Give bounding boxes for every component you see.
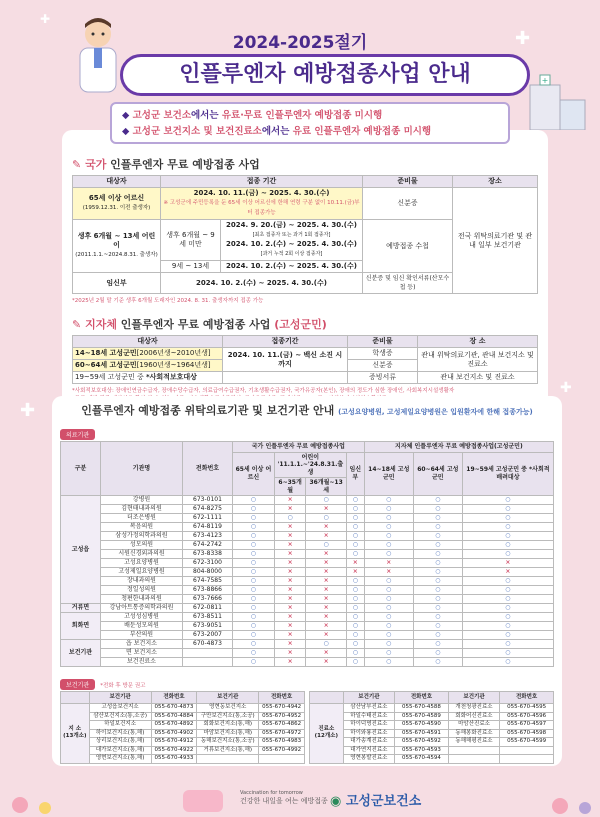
available-mark: ○ (346, 532, 364, 541)
available-mark: ○ (346, 586, 364, 595)
available-mark: ○ (364, 550, 413, 559)
unavailable-mark: × (306, 550, 347, 559)
unavailable-mark: × (274, 496, 305, 505)
institution-name: 하이덕명진료소 (343, 721, 394, 730)
table-row (61, 649, 554, 658)
facility-name: 강남아트통증의학과의원 (101, 604, 183, 613)
available-mark: ○ (233, 595, 275, 604)
plus-decoration-icon: ✚ (20, 400, 36, 421)
institution-phone (259, 755, 305, 764)
unavailable-mark: × (306, 505, 347, 514)
unavailable-mark: × (274, 595, 305, 604)
institution-name: 개천청광진료소 (448, 704, 499, 713)
available-mark: ○ (364, 514, 413, 523)
institution-phone: 055-670-4590 (395, 721, 449, 730)
local-section-title: ✎ 지자체 인플루엔자 무료 예방접종 사업 (고성군민) (72, 318, 327, 331)
available-mark: ○ (364, 586, 413, 595)
facility-phone: 673-8338 (183, 550, 233, 559)
available-mark: ○ (413, 541, 462, 550)
facility-phone: 673-4123 (183, 532, 233, 541)
hospital-building-illustration (520, 70, 590, 130)
available-mark: ○ (346, 505, 364, 514)
available-mark: ○ (413, 568, 462, 577)
unavailable-mark: × (306, 595, 347, 604)
available-mark: ○ (413, 523, 462, 532)
available-mark: ○ (413, 640, 462, 649)
table-row (61, 505, 554, 514)
unavailable-mark: × (462, 559, 553, 568)
available-mark: ○ (346, 514, 364, 523)
table-row (61, 755, 305, 764)
unavailable-mark: × (364, 559, 413, 568)
table-row (61, 577, 554, 586)
available-mark: ○ (233, 649, 275, 658)
facility-phone: 674-8275 (183, 505, 233, 514)
facility-name: 청편한내과의원 (101, 595, 183, 604)
available-mark: ○ (413, 586, 462, 595)
unavailable-mark: × (306, 658, 347, 667)
available-mark: ○ (233, 577, 275, 586)
unavailable-mark: × (274, 613, 305, 622)
facility-phone: 673-8511 (183, 613, 233, 622)
table-row (310, 712, 554, 721)
institution-name: 고성읍보건지소 (89, 704, 151, 713)
unavailable-mark: × (306, 559, 347, 568)
facility-phone: 673-9051 (183, 622, 233, 631)
unavailable-mark: × (274, 649, 305, 658)
institution-name: 회화어신진료소 (448, 712, 499, 721)
available-mark: ○ (233, 541, 275, 550)
table-row (61, 613, 554, 622)
institution-name (448, 755, 499, 764)
target-children: 생후 6개월 ~ 13세 어린이 (2011.1.1.~2024.8.31. 출생자) (73, 220, 161, 273)
institution-name: 대가송계진료소 (343, 738, 394, 747)
facility-phone: 673-8866 (183, 586, 233, 595)
institution-name: 대가연지진료소 (343, 746, 394, 755)
table-row (61, 496, 554, 505)
available-mark: ○ (364, 649, 413, 658)
available-mark: ○ (364, 658, 413, 667)
available-mark: ○ (413, 622, 462, 631)
available-mark: ○ (462, 658, 553, 667)
facility-name: 김현태내과의원 (101, 505, 183, 514)
available-mark: ○ (233, 514, 275, 523)
unavailable-mark: × (306, 631, 347, 640)
facility-name: 읍 보건지소 (101, 640, 183, 649)
institution-name: 상리보건지소(통,해) (89, 738, 151, 747)
institution-phone: 055-670-4593 (395, 746, 449, 755)
institution-name: 삼산남부진료소 (343, 704, 394, 713)
syringe-icon: ✎ (72, 318, 82, 331)
available-mark: ○ (233, 505, 275, 514)
medical-tag: 의료기관 (60, 429, 95, 440)
table-row (61, 721, 305, 730)
facility-phone: 673-7666 (183, 595, 233, 604)
available-mark: ○ (233, 622, 275, 631)
institution-phone: 055-670-4952 (259, 712, 305, 721)
syringe-icon: ✎ (72, 158, 82, 171)
table-row (61, 604, 554, 613)
facility-name: 강병원 (101, 496, 183, 505)
available-mark: ○ (462, 649, 553, 658)
available-mark: ○ (346, 577, 364, 586)
unavailable-mark: × (274, 640, 305, 649)
available-mark: ○ (462, 604, 553, 613)
available-mark: ○ (346, 631, 364, 640)
available-mark: ○ (462, 577, 553, 586)
table-row (61, 729, 305, 738)
institution-phone (500, 746, 554, 755)
medical-facilities-table: 구분 기관명 전화번호 국가 인플루엔자 무료 예방접종사업 지자체 인플루엔자 무료 예방접종사업(고성군민) 65세 이상 어르신 어린이 '11.1.1.~'24.8.31.출생 임신부 14~18세 고성군민 60~64세 고성군민 19~59세 고성군민 중 *사회적배려대상 6~35개월 36개월~13세 고성읍 강병원 673-0101 ○ × ○ ○ ○ ○ ○ 김현태내과의원 674-8275 ○ × × ○ ○ ○ ○ 더조은병원 672-1111 ○ ○ ○ ○ ○ ○ ○ 복음의원 674-8119 ○ × × ○ ○ ○ ○ 삼성가정의학과의원 673-4123 ○ × × ○ ○ ○ ○ 성모의원 674-2742 ○ × ○ ○ ○ ○ ○ 시원신경외과의원 673-8338 ○ × × ○ ○ ○ ○ 고성요양병원 672-3100 ○ × × × × ○ × 고성제일요양병원 804-8000 ○ × × × × ○ × 장내과의원 674-7585 ○ × × ○ ○ ○ ○ 정일성의원 673-8866 ○ × × ○ ○ ○ ○ 청편한내과의원 673-7666 ○ × × ○ ○ ○ ○ 거류면 강남아트통증의학과의원 672-0811 ○ × × ○ ○ ○ ○ 회화면 고성성심병원 673-8511 ○ × × ○ ○ ○ ○ 배둔성모의원 673-9051 ○ × × ○ ○ ○ ○ 부산의원 673-2007 ○ × × ○ ○ ○ ○ 보건기관 읍 보건지소 670-4873 ○ × ○ ○ ○ ○ ○ 면 보건지소 ○ × × ○ ○ ○ ○ 보건진료소 ○ × × ○ ○ ○ ○ (60, 441, 554, 667)
institution-name: 거류보건지소(통,해) (197, 746, 259, 755)
county-logo-icon: ◉ (330, 794, 342, 809)
available-mark: ○ (233, 640, 275, 649)
page-title: 인플루엔자 예방접종사업 안내 (120, 54, 530, 96)
available-mark: ○ (233, 586, 275, 595)
unavailable-mark: × (274, 577, 305, 586)
facility-name: 고성제일요양병원 (101, 568, 183, 577)
facility-name: 보건진료소 (101, 658, 183, 667)
available-mark: ○ (233, 568, 275, 577)
available-mark: ○ (413, 658, 462, 667)
plus-decoration-icon: ✚ (40, 12, 51, 26)
institution-name (448, 746, 499, 755)
table-row (61, 586, 554, 595)
institution-phone: 055-670-4591 (395, 729, 449, 738)
available-mark: ○ (233, 532, 275, 541)
institution-phone: 055-670-4592 (395, 738, 449, 747)
facility-name: 삼성가정의학과의원 (101, 532, 183, 541)
institution-name: 회화보건지소(통,해) (197, 721, 259, 730)
facility-phone (183, 649, 233, 658)
facility-phone: 670-4873 (183, 640, 233, 649)
unavailable-mark: × (274, 622, 305, 631)
available-mark: ○ (346, 523, 364, 532)
institution-name: 하일수태진료소 (343, 712, 394, 721)
available-mark: ○ (413, 559, 462, 568)
available-mark: ○ (462, 631, 553, 640)
table-row (61, 746, 305, 755)
unavailable-mark: × (274, 559, 305, 568)
available-mark: ○ (233, 613, 275, 622)
available-mark: ○ (233, 604, 275, 613)
region-cell: 보건기관 (61, 640, 101, 667)
institution-phone: 055-670-4596 (500, 712, 554, 721)
region-cell: 거류면 (61, 604, 101, 613)
unavailable-mark: × (306, 532, 347, 541)
notice-box: ◆ 고성군 보건소에서는 유료·무료 인플루엔자 예방접종 미시행 ◆ 고성군 보건지소 및 보건진료소에서는 유료 인플루엔자 예방접종 미시행 (110, 102, 510, 144)
institution-name: 구만보건지소(통,소공) (197, 712, 259, 721)
institution-name: 하이보건지소(통,해) (89, 729, 151, 738)
institution-phone: 055-670-4902 (151, 729, 197, 738)
table-row (310, 721, 554, 730)
institution-phone: 055-670-4892 (151, 721, 197, 730)
facility-phone: 804-8000 (183, 568, 233, 577)
available-mark: ○ (364, 622, 413, 631)
available-mark: ○ (462, 496, 553, 505)
available-mark: ○ (364, 613, 413, 622)
unavailable-mark: × (274, 631, 305, 640)
institution-phone: 055-670-4983 (259, 738, 305, 747)
local-footnote-1: *사회적보호대상: 장애인연금수급자, 장애수당수급자, 의료급여수급권자, 기초생활수급권자, 국가유공자(본인), 장애의 정도가 심한 장애인, 사회복지시설생활자 (72, 388, 455, 394)
institution-name: 영현동보건지소 (197, 704, 259, 713)
unavailable-mark: × (306, 613, 347, 622)
table-row (61, 631, 554, 640)
footer-slogan: Vaccination for tomorrow 건강한 내일을 여는 예방접종 (240, 790, 328, 805)
unavailable-mark: × (364, 568, 413, 577)
available-mark: ○ (306, 496, 347, 505)
institution-phone: 055-670-4873 (151, 704, 197, 713)
facility-phone: 672-3100 (183, 559, 233, 568)
available-mark: ○ (346, 550, 364, 559)
facilities-title: 인플루엔자 예방접종 위탁의료기관 및 보건기관 안내 (고성요양병원, 고성제일요양병원은 입원환자에 한해 접종가능) (81, 404, 533, 417)
available-mark: ○ (462, 595, 553, 604)
unavailable-mark: × (274, 604, 305, 613)
available-mark: ○ (413, 550, 462, 559)
available-mark: ○ (233, 523, 275, 532)
table-row (310, 755, 554, 764)
facility-name: 배둔성모의원 (101, 622, 183, 631)
facility-phone: 674-2742 (183, 541, 233, 550)
unavailable-mark: × (306, 604, 347, 613)
unavailable-mark: × (274, 550, 305, 559)
institution-phone: 055-670-4595 (500, 704, 554, 713)
health-note: *전화 후 방문 권고 (100, 683, 146, 689)
available-mark: ○ (462, 514, 553, 523)
available-mark: ○ (364, 577, 413, 586)
available-mark: ○ (346, 649, 364, 658)
plus-decoration-icon: ✚ (515, 28, 531, 49)
institution-phone: 055-670-4912 (151, 738, 197, 747)
table-row (61, 640, 554, 649)
available-mark: ○ (413, 649, 462, 658)
available-mark: ○ (462, 505, 553, 514)
unavailable-mark: × (274, 532, 305, 541)
available-mark: ○ (413, 595, 462, 604)
facility-name: 시원신경외과의원 (101, 550, 183, 559)
institution-phone: 055-670-4588 (395, 704, 449, 713)
institution-phone: 055-670-4884 (151, 712, 197, 721)
available-mark: ○ (274, 514, 305, 523)
available-mark: ○ (364, 496, 413, 505)
facility-phone: 674-7585 (183, 577, 233, 586)
facility-name: 정일성의원 (101, 586, 183, 595)
table-row (61, 568, 554, 577)
available-mark: ○ (346, 658, 364, 667)
available-mark: ○ (233, 658, 275, 667)
facility-phone: 673-0101 (183, 496, 233, 505)
available-mark: ○ (413, 505, 462, 514)
available-mark: ○ (346, 541, 364, 550)
institution-name: 대가보건지소(통,해) (89, 746, 151, 755)
facility-name: 면 보건지소 (101, 649, 183, 658)
category-cell: 지 소 (13개소) (61, 704, 90, 764)
unavailable-mark: × (274, 505, 305, 514)
unavailable-mark: × (306, 568, 347, 577)
unavailable-mark: × (306, 622, 347, 631)
available-mark: ○ (346, 613, 364, 622)
available-mark: ○ (306, 541, 347, 550)
table-row (61, 559, 554, 568)
table-row (61, 738, 305, 747)
available-mark: ○ (346, 640, 364, 649)
unavailable-mark: × (346, 559, 364, 568)
facility-name: 성모의원 (101, 541, 183, 550)
table-row (310, 746, 554, 755)
unavailable-mark: × (274, 541, 305, 550)
institution-name (197, 755, 259, 764)
institution-name: 영현봉발진료소 (343, 755, 394, 764)
svg-text:+: + (541, 76, 549, 85)
available-mark: ○ (364, 595, 413, 604)
available-mark: ○ (364, 604, 413, 613)
doctor-illustration (70, 14, 126, 94)
available-mark: ○ (462, 622, 553, 631)
table-row (61, 658, 554, 667)
table-row (61, 595, 554, 604)
table-row (310, 738, 554, 747)
flower-decoration (0, 770, 600, 817)
institution-phone: 055-670-4992 (259, 746, 305, 755)
unavailable-mark: × (274, 523, 305, 532)
available-mark: ○ (413, 604, 462, 613)
institution-phone: 055-670-4599 (500, 738, 554, 747)
institution-name: 삼산보건지소(통,소공) (89, 712, 151, 721)
institution-name: 하일보건지소 (89, 721, 151, 730)
institution-phone: 055-670-4942 (259, 704, 305, 713)
table-row (61, 541, 554, 550)
unavailable-mark: × (274, 568, 305, 577)
target-pregnant: 임신부 (73, 273, 161, 294)
facility-name: 장내과의원 (101, 577, 183, 586)
institution-phone: 055-670-4972 (259, 729, 305, 738)
institution-phone: 055-670-4594 (395, 755, 449, 764)
season-year: 2024-2025절기 (232, 33, 368, 53)
category-cell: 진료소 (12개소) (310, 704, 344, 764)
national-section-title: ✎ 국가 인플루엔자 무료 예방접종 사업 (72, 158, 260, 171)
clinic-table: 보건기관 전화번호 보건기관 전화번호 진료소 (12개소) 삼산남부진료소 055-670-4588 개천청광진료소 055-670-4595 하일수태진료소 055-670-4589 회화어신진료소 055-670-4596 하이덕명진료소 055-670-4590 마암산진료소 055-670-4597 하이와룡진료소 055-670-4591 동해봉화진료소 055-670-4598 대가송계진료소 055-670-4592 동해해평진료소 055-670-4599 대가연지진료소 055-670-4593 영현봉발진료소 055-670-4594 (309, 691, 554, 764)
institution-name: 동해봉화진료소 (448, 729, 499, 738)
facility-name: 고성성심병원 (101, 613, 183, 622)
institution-phone: 055-670-4933 (151, 755, 197, 764)
available-mark: ○ (462, 550, 553, 559)
available-mark: ○ (462, 532, 553, 541)
available-mark: ○ (413, 631, 462, 640)
available-mark: ○ (346, 622, 364, 631)
available-mark: ○ (364, 532, 413, 541)
institution-phone: 055-670-4598 (500, 729, 554, 738)
table-row (61, 712, 305, 721)
institution-name: 영현보건지소(통,해) (89, 755, 151, 764)
table-row (61, 622, 554, 631)
plus-decoration-icon: ✚ (560, 380, 572, 396)
available-mark: ○ (364, 640, 413, 649)
unavailable-mark: × (462, 568, 553, 577)
local-table: 대상자 접종기간 준비물 장 소 14~18세 고성군민[2006년생~2010년생] 2024. 10. 11.(금) ~ 백신 소진 시까지 학생증 관내 위탁의료기관, 관내 보건지소 및 진료소 60~64세 고성군민[1960년생~1964년생] 신분증 19~59세 고성군민 중 *사회적보호대상 증빙서류 관내 보건지소 및 진료소 (72, 335, 538, 384)
national-footnote: *2025년 2월 말 기준 생후 6개월 도래자인 2024. 8. 31. 출생자까지 접종 가능 (72, 298, 264, 304)
available-mark: ○ (413, 613, 462, 622)
region-cell: 회화면 (61, 613, 101, 640)
available-mark: ○ (462, 523, 553, 532)
available-mark: ○ (364, 505, 413, 514)
available-mark: ○ (346, 604, 364, 613)
table-row (61, 532, 554, 541)
institution-name: 마암보건지소(통,해) (197, 729, 259, 738)
region-cell: 고성읍 (61, 496, 101, 604)
institution-phone: 055-670-4922 (151, 746, 197, 755)
available-mark: ○ (346, 496, 364, 505)
institution-name: 하이와룡진료소 (343, 729, 394, 738)
available-mark: ○ (413, 577, 462, 586)
table-row (310, 704, 554, 713)
institution-name: 마암산진료소 (448, 721, 499, 730)
facility-name: 더조은병원 (101, 514, 183, 523)
unavailable-mark: × (306, 577, 347, 586)
national-table: 대상자 접종 기간 준비물 장소 65세 이상 어르신 (1959.12.31. 이전 출생자) 2024. 10. 11.(금) ~ 2025. 4. 30.(수) ※ 고성군에 주민등록을 둔 65세 이상 어르신에 한해 연령 구분 없이 10.11.(금)부터 접종가능 신분증 전국 위탁의료기관 및 관내 일부 보건기관 생후 6개월 ~ 13세 어린이 (2011.1.1.~2024.8.31. 출생자) 생후 6개월 ~ 9세 미만 2024. 9. 20.(금) ~ 2025. 4. 30.(수) [최초 접종자 또는 과거 1회 접종자] 2024. 10. 2.(수) ~ 2025. 4. 30.(수) [과거 누적 2회 이상 접종자] 예방접종 수첩 9세 ~ 13세 2024. 10. 2.(수) ~ 2025. 4. 30.(수) 임신부 2024. 10. 2.(수) ~ 2025. 4. 30.(수) 신분증 및 임신 확인서류(산모수첩 등) (72, 175, 538, 294)
footer-org-logo: ◉ 고성군보건소 (330, 794, 422, 809)
institution-phone: 055-670-4589 (395, 712, 449, 721)
available-mark: ○ (413, 532, 462, 541)
available-mark: ○ (462, 613, 553, 622)
target-seniors: 65세 이상 어르신 (1959.12.31. 이전 출생자) (73, 188, 161, 220)
unavailable-mark: × (274, 658, 305, 667)
available-mark: ○ (364, 631, 413, 640)
available-mark: ○ (462, 586, 553, 595)
unavailable-mark: × (274, 586, 305, 595)
table-row (61, 523, 554, 532)
unavailable-mark: × (306, 649, 347, 658)
available-mark: ○ (462, 640, 553, 649)
health-tag: 보건기관 (60, 679, 95, 690)
institution-name: 동해해평진료소 (448, 738, 499, 747)
facility-name: 복음의원 (101, 523, 183, 532)
available-mark: ○ (346, 595, 364, 604)
available-mark: ○ (306, 514, 347, 523)
unavailable-mark: × (306, 523, 347, 532)
institution-phone: 055-670-4862 (259, 721, 305, 730)
facility-phone: 672-0811 (183, 604, 233, 613)
facility-phone (183, 658, 233, 667)
available-mark: ○ (364, 523, 413, 532)
table-row (61, 514, 554, 523)
facility-phone: 673-2007 (183, 631, 233, 640)
unavailable-mark: × (306, 586, 347, 595)
available-mark: ○ (413, 514, 462, 523)
facility-phone: 672-1111 (183, 514, 233, 523)
available-mark: ○ (233, 550, 275, 559)
facilities-panel (52, 396, 562, 766)
table-row (310, 729, 554, 738)
available-mark: ○ (364, 541, 413, 550)
facility-phone: 674-8119 (183, 523, 233, 532)
available-mark: ○ (233, 631, 275, 640)
branch-office-table: 보건기관 전화번호 보건기관 전화번호 지 소 (13개소) 고성읍보건지소 055-670-4873 영현동보건지소 055-670-4942 삼산보건지소(통,소공) 055-670-4884 구만보건지소(통,소공) 055-670-4952 하일보건지소 055-670-4892 회화보건지소(통,해) 055-670-4862 하이보건지소(통,해) 055-670-4902 마암보건지소(통,해) 055-670-4972 상리보건지소(통,해) 055-670-4912 동해보건지소(통,소공) 055-670-4983 대가보건지소(통,해) 055-670-4922 거류보건지소(통,해) 055-670-4992 영현보건지소(통,해) 055-670-4933 (60, 691, 305, 764)
available-mark: ○ (233, 559, 275, 568)
facility-name: 부산의원 (101, 631, 183, 640)
institution-phone: 055-670-4597 (500, 721, 554, 730)
available-mark: ○ (233, 496, 275, 505)
available-mark: ○ (306, 640, 347, 649)
facility-name: 고성요양병원 (101, 559, 183, 568)
table-row (61, 704, 305, 713)
institution-phone (500, 755, 554, 764)
institution-name: 동해보건지소(통,소공) (197, 738, 259, 747)
table-row (61, 550, 554, 559)
unavailable-mark: × (346, 568, 364, 577)
available-mark: ○ (462, 541, 553, 550)
available-mark: ○ (413, 496, 462, 505)
